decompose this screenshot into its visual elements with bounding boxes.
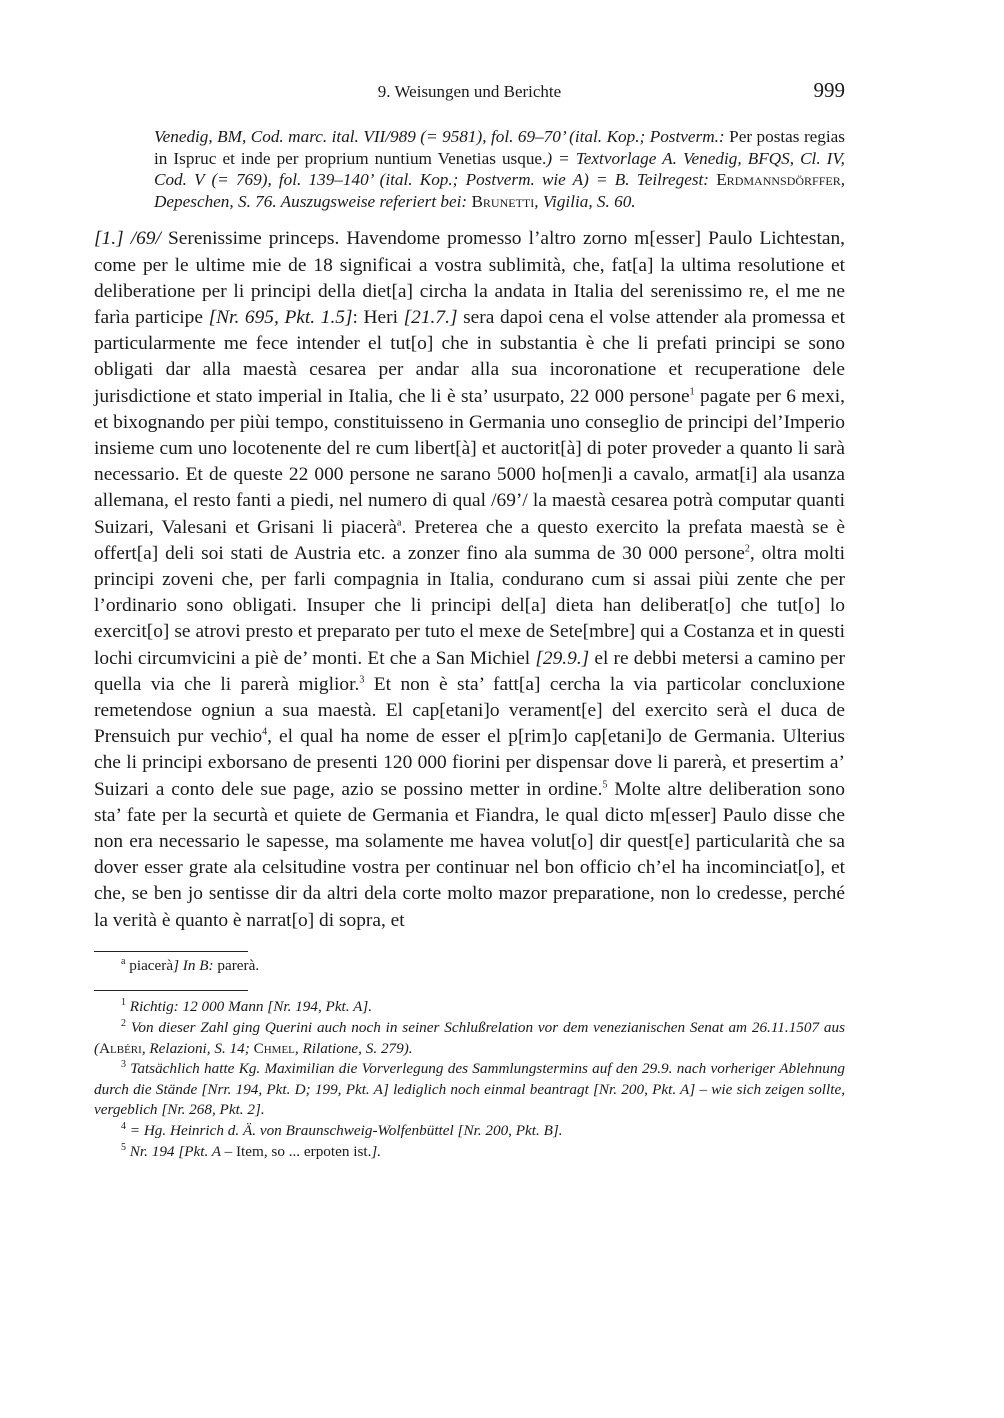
footnote-5: $^5$ Nr. 194 [Pkt. A – Item, so ... erpoten ist.]. — [121, 1141, 382, 1160]
footnote-3: $^3$ Tatsächlich hatte Kg. Maximilian die Vorverlegung des Sammlungstermins auf den 29.9. nach vorheriger Ablehnung durch die Stände [Nrr. 194, Pkt. D; 199, Pkt. A] lediglich noch einmal beantragt [Nr. 200, Pkt. A] – wie sich zeigen sollte, vergeblich [Nr. 268, Pkt. 2]. — [94, 1059, 846, 1119]
textual-notes-rule — [94, 951, 248, 952]
footnote-1: $^1$ Richtig: 12 000 Mann [Nr. 194, Pkt. A]. — [121, 997, 373, 1016]
source-text: Venedig, BM, Cod. marc. ital. VII/989 (= 9581), fol. 69–70’ (ital. Kop.; Postverm.: Per postas regias in Ispruc et inde per proprium nuntium Venetias usque.) = Textvorlage A. Venedig, BFQS, Cl. IV, Cod. V (= 769), fol. 139–140’ (ital. Kop.; Postverm. wie A) = B. Teilregest: Erdmannsdörffer, Depeschen, S. 76. Auszugsweise referiert bei: Brunetti, Vigilia, S. 60. — [154, 127, 846, 211]
body-paragraph: [1.] /69/ Serenissime princeps. Havendome promesso l’altro zorno m[esser] Paulo Lichtestan, come per le ultime mie de 18 significai a vostra sublimità, che, fat[a] la ultima resolutione et deliberatione per li principi della diet[a] circha la andata in Italia del serenissimo re, el me ne farìa participe [Nr. 695, Pkt. 1.5]: Heri [21.7.] sera dapoi cena el volse attender ala promessa et particularmente me fece intender el tut[o] che in substantia è che li prefati principi se sono obligati dar alla maestà cesarea per andar alla sua incoronatione et recuperatione dele jurisdictione et stato imperial in Italia, che li è sta’ usurpato, 22 000 persone$^1$ pagate per 6 mexi, et bixognando per piùi tempo, constituisseno in Germania uno conseglio de principi del’Imperio insieme cum uno locotenente del re cum libert[à] et auctorit[à] di poter proveder a quanto li sarà necessario. Et de queste 22 000 persone ne sarano 5000 ho[men]i a cavalo, armat[i] ala usanza allemana, el resto fanti a piedi, nel numero di qual /69’/ la maestà cesarea potrà computar quanti Suizari, Valesani et Grisani li piacerà$^a$. Preterea che a questo exercito la prefata maestà se è offert[a] deli soi stati de Austria etc. a zonzer fino ala summa de 30 000 persone$^2$, oltra molti principi zoveni che, per farli compagnia in Italia, condurano cum si assai piùi zente che per l’ordinario sono obligati. Insuper che li principi del[a] dieta han deliberat[o] che tut[o] lo exercit[o] se atrovi presto et preparato per tuto el mexe de Sete[mbre] qui a Costanza et in questi lochi circumvicini a piè de’ monti. Et che a San Michiel [29.9.] el re debbi metersi a camino per quella via che li parerà miglior.$^3$ Et non è sta’ fatt[a] cercha la via particolar concluxione remetendose ogniun a sua maestà. El cap[etani]o verament[e] del exercito serà el duca de Prensuich pur vechio$^4$, el qual ha nome de esser el p[rim]o cap[etani]o de Germania. Ulterius che li principi exborsano de presenti 120 000 fiorini per dispensar dove li parerà, et presertim a’ Suizari a conto dele sue page, azio se possino metter in ordine.$^5$ Molte altre deliberation sono sta’ fate per la securtà et quiete de Germania et Fiandra, le qual dicto m[esser] Paulo disse che non era necessario le sapesse, ma solamente me havea volut[o] dir quest[e] particularità che sa dover esser grate ala celsitudine vostra per continuar nel bon officio ch’el ha incominciat[o], et che, se ben jo sentisse dir da altri dela corte molto mazor preparatione, non lo credesse, perché la verità è quanto è narrat[o] di sopra, et — [94, 228, 846, 931]
document-body — [94, 226, 845, 933]
footnotes-rule — [94, 990, 248, 991]
document-page — [94, 78, 845, 1162]
footnotes — [94, 997, 845, 1162]
running-head-title: 9. Weisungen und Berichte — [377, 82, 562, 101]
running-head — [94, 78, 845, 108]
footnote-2: $^2$ Von dieser Zahl ging Querini auch noch in seiner Schlußrelation vor dem venezianischen Senat am 26.11.1507 aus (Albéri, Relazioni, S. 14; Chmel, Rilatione, S. 279). — [94, 1017, 845, 1057]
textual-note: $^a$ piacerà] In B: parerà. — [121, 955, 260, 974]
source-description — [154, 126, 845, 212]
textual-notes — [94, 956, 845, 977]
footnote-4: $^4$ = Hg. Heinrich d. Ä. von Braunschweig-Wolfenbüttel [Nr. 200, Pkt. B]. — [121, 1120, 563, 1140]
page-number: 999 — [813, 78, 845, 102]
